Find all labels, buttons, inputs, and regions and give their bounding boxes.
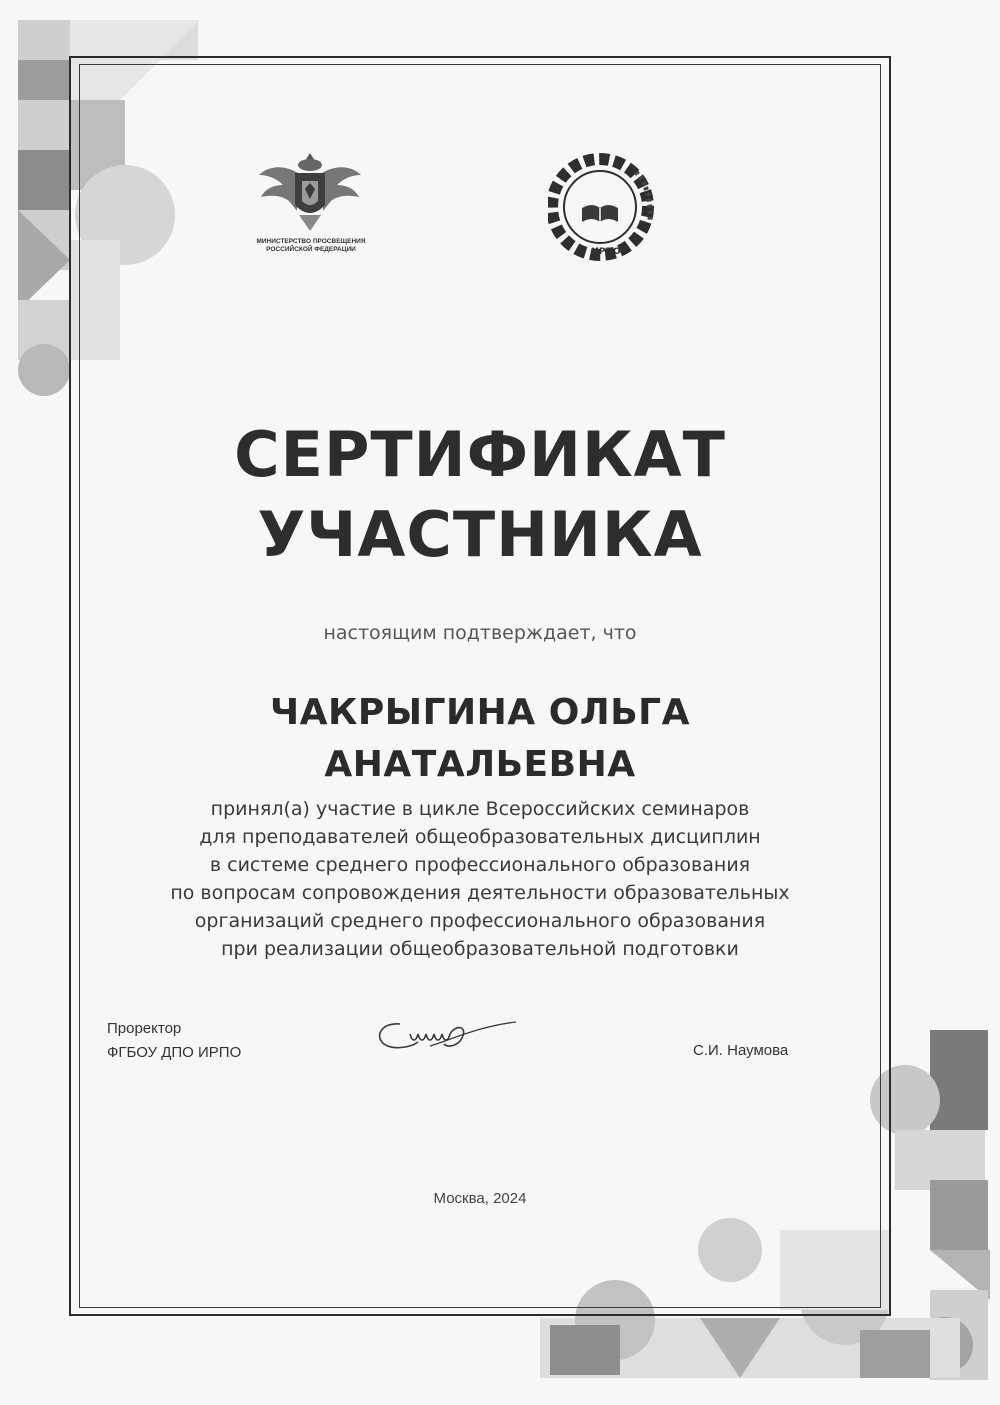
certificate-title-line1: СЕРТИФИКАТ — [234, 418, 726, 491]
description-line: для преподавателей общеобразовательных дисциплин — [199, 826, 761, 848]
signer-position-line2: ФГБОУ ДПО ИРПО — [107, 1044, 242, 1061]
certificate-inner-frame — [79, 64, 881, 1308]
certificate-description — [100, 795, 860, 963]
signer-position-line1: Проректор — [107, 1020, 182, 1037]
eagle-emblem-icon — [255, 145, 365, 237]
signer-name: С.И. Наумова — [693, 1042, 789, 1059]
ministry-line2: РОССИЙСКОЙ ФЕДЕРАЦИИ — [266, 246, 356, 253]
description-line: по вопросам сопровождения деятельности образовательных — [170, 882, 790, 904]
recipient-name-line1: ЧАКРЫГИНА ОЛЬГА — [270, 692, 690, 733]
handwritten-signature-icon — [370, 1012, 520, 1062]
recipient-name-line2: АНАТАЛЬЕВНА — [324, 744, 636, 785]
description-line: принял(а) участие в цикле Всероссийских семинаров — [210, 798, 750, 820]
certificate-title-line2: УЧАСТНИКА — [257, 498, 703, 571]
ministry-caption — [236, 238, 386, 254]
place-and-year: Москва, 2024 — [433, 1190, 527, 1207]
description-line: организаций среднего профессионального образования — [194, 910, 766, 932]
irpo-logo-icon — [548, 150, 663, 265]
description-line: в системе среднего профессионального образования — [209, 854, 751, 876]
description-line: при реализации общеобразовательной подготовки — [221, 938, 739, 960]
signer-position — [107, 1017, 241, 1065]
ministry-line1: МИНИСТЕРСТВО ПРОСВЕЩЕНИЯ — [256, 238, 366, 245]
irpo-logo-label: ИРПО — [591, 247, 621, 257]
certificate-subtitle: настоящим подтверждает, что — [323, 622, 637, 644]
